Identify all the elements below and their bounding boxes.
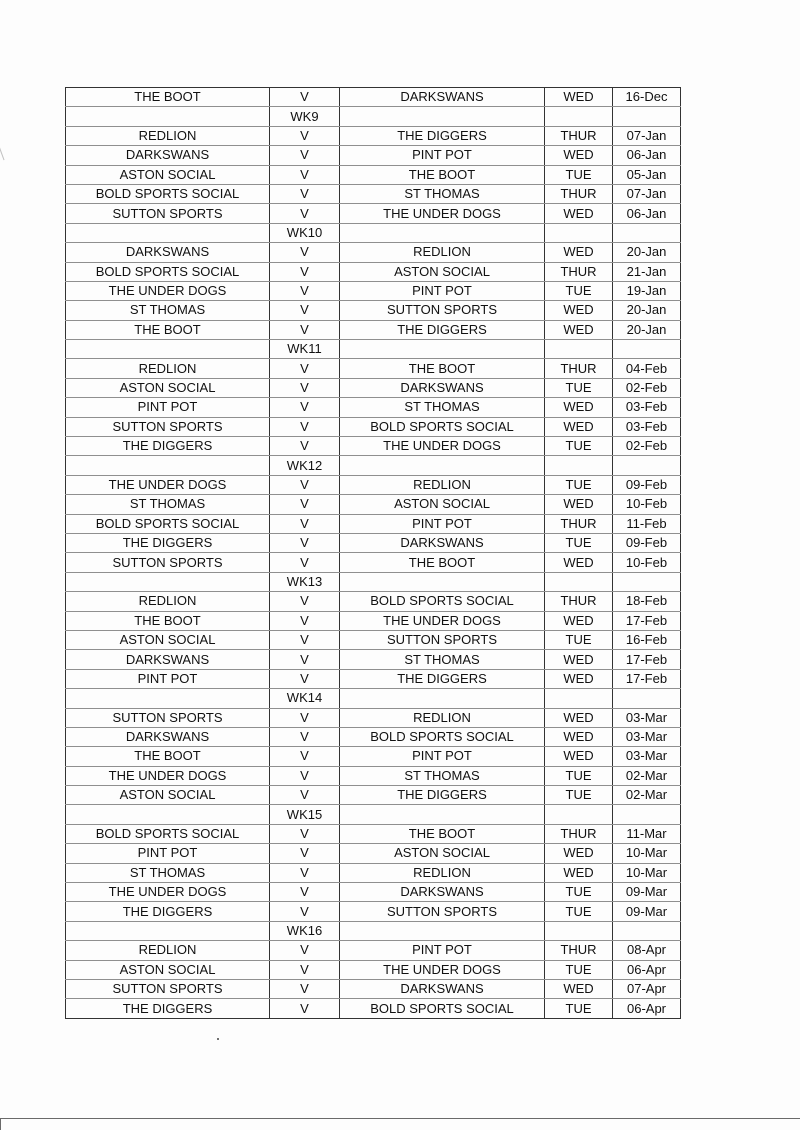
match-date: 03-Mar: [613, 727, 681, 746]
away-team: THE BOOT: [340, 824, 545, 843]
match-day: WED: [545, 863, 613, 882]
away-team: REDLION: [340, 708, 545, 727]
empty-cell: [340, 921, 545, 940]
match-date: 03-Feb: [613, 417, 681, 436]
empty-cell: [545, 223, 613, 242]
home-team: THE DIGGERS: [66, 999, 270, 1018]
away-team: THE DIGGERS: [340, 320, 545, 339]
match-day: THUR: [545, 941, 613, 960]
away-team: PINT POT: [340, 514, 545, 533]
away-team: ST THOMAS: [340, 184, 545, 203]
away-team: ASTON SOCIAL: [340, 262, 545, 281]
away-team: THE DIGGERS: [340, 786, 545, 805]
away-team: THE DIGGERS: [340, 669, 545, 688]
away-team: DARKSWANS: [340, 88, 545, 107]
fixture-row: [66, 359, 681, 378]
match-date: 20-Jan: [613, 301, 681, 320]
fixture-row: [66, 611, 681, 630]
away-team: DARKSWANS: [340, 533, 545, 552]
match-day: THUR: [545, 359, 613, 378]
empty-cell: [545, 340, 613, 359]
scan-mark: [0, 140, 8, 161]
match-date: 09-Mar: [613, 883, 681, 902]
home-team: SUTTON SPORTS: [66, 708, 270, 727]
home-team: THE BOOT: [66, 88, 270, 107]
empty-cell: [613, 456, 681, 475]
match-date: 03-Feb: [613, 398, 681, 417]
home-team: ASTON SOCIAL: [66, 165, 270, 184]
match-date: 20-Jan: [613, 243, 681, 262]
match-date: 03-Mar: [613, 747, 681, 766]
week-header-row: [66, 572, 681, 591]
match-day: WED: [545, 88, 613, 107]
empty-cell: [545, 572, 613, 591]
match-date: 11-Mar: [613, 824, 681, 843]
week-header-row: [66, 921, 681, 940]
home-team: THE UNDER DOGS: [66, 281, 270, 300]
home-team: ASTON SOCIAL: [66, 630, 270, 649]
fixture-row: [66, 495, 681, 514]
week-header-row: [66, 805, 681, 824]
away-team: REDLION: [340, 475, 545, 494]
fixture-row: [66, 650, 681, 669]
versus-label: V: [270, 165, 340, 184]
scan-edge-line: [0, 1118, 800, 1119]
match-date: 17-Feb: [613, 650, 681, 669]
versus-label: V: [270, 902, 340, 921]
fixture-row: [66, 88, 681, 107]
away-team: BOLD SPORTS SOCIAL: [340, 592, 545, 611]
home-team: REDLION: [66, 592, 270, 611]
scan-edge-tick: [0, 1118, 1, 1130]
match-date: 10-Feb: [613, 495, 681, 514]
match-day: TUE: [545, 533, 613, 552]
versus-label: V: [270, 630, 340, 649]
empty-cell: [545, 805, 613, 824]
empty-cell: [66, 107, 270, 126]
home-team: DARKSWANS: [66, 243, 270, 262]
versus-label: V: [270, 747, 340, 766]
away-team: SUTTON SPORTS: [340, 630, 545, 649]
home-team: DARKSWANS: [66, 727, 270, 746]
match-date: 09-Feb: [613, 475, 681, 494]
home-team: BOLD SPORTS SOCIAL: [66, 262, 270, 281]
fixture-row: [66, 146, 681, 165]
versus-label: V: [270, 281, 340, 300]
fixture-row: [66, 301, 681, 320]
match-date: 16-Dec: [613, 88, 681, 107]
fixture-row: [66, 824, 681, 843]
week-header-row: [66, 223, 681, 242]
fixture-row: [66, 126, 681, 145]
versus-label: V: [270, 727, 340, 746]
versus-label: V: [270, 475, 340, 494]
fixture-row: [66, 727, 681, 746]
fixture-row: [66, 902, 681, 921]
home-team: SUTTON SPORTS: [66, 979, 270, 998]
empty-cell: [340, 456, 545, 475]
empty-cell: [66, 456, 270, 475]
match-date: 04-Feb: [613, 359, 681, 378]
versus-label: V: [270, 533, 340, 552]
fixture-row: [66, 999, 681, 1018]
away-team: PINT POT: [340, 146, 545, 165]
fixture-row: [66, 417, 681, 436]
fixture-row: [66, 592, 681, 611]
home-team: DARKSWANS: [66, 146, 270, 165]
fixture-row: [66, 320, 681, 339]
match-day: THUR: [545, 126, 613, 145]
week-label: WK10: [270, 223, 340, 242]
away-team: REDLION: [340, 243, 545, 262]
versus-label: V: [270, 999, 340, 1018]
home-team: THE DIGGERS: [66, 437, 270, 456]
match-day: TUE: [545, 902, 613, 921]
match-date: 06-Jan: [613, 146, 681, 165]
fixture-row: [66, 437, 681, 456]
match-day: WED: [545, 417, 613, 436]
empty-cell: [613, 805, 681, 824]
match-date: 03-Mar: [613, 708, 681, 727]
versus-label: V: [270, 204, 340, 223]
fixture-row: [66, 786, 681, 805]
versus-label: V: [270, 262, 340, 281]
match-date: 16-Feb: [613, 630, 681, 649]
away-team: THE UNDER DOGS: [340, 204, 545, 223]
match-day: WED: [545, 979, 613, 998]
empty-cell: [613, 689, 681, 708]
away-team: THE DIGGERS: [340, 126, 545, 145]
versus-label: V: [270, 184, 340, 203]
away-team: BOLD SPORTS SOCIAL: [340, 999, 545, 1018]
empty-cell: [340, 340, 545, 359]
away-team: DARKSWANS: [340, 378, 545, 397]
empty-cell: [340, 805, 545, 824]
match-day: WED: [545, 747, 613, 766]
match-day: TUE: [545, 165, 613, 184]
home-team: ST THOMAS: [66, 863, 270, 882]
away-team: DARKSWANS: [340, 883, 545, 902]
fixture-row: [66, 979, 681, 998]
match-day: WED: [545, 146, 613, 165]
match-day: WED: [545, 669, 613, 688]
match-day: TUE: [545, 999, 613, 1018]
home-team: REDLION: [66, 941, 270, 960]
versus-label: V: [270, 824, 340, 843]
home-team: THE UNDER DOGS: [66, 475, 270, 494]
home-team: THE UNDER DOGS: [66, 766, 270, 785]
empty-cell: [340, 107, 545, 126]
week-header-row: [66, 456, 681, 475]
match-date: 20-Jan: [613, 320, 681, 339]
versus-label: V: [270, 941, 340, 960]
away-team: REDLION: [340, 863, 545, 882]
empty-cell: [613, 340, 681, 359]
away-team: BOLD SPORTS SOCIAL: [340, 727, 545, 746]
home-team: BOLD SPORTS SOCIAL: [66, 514, 270, 533]
fixture-row: [66, 204, 681, 223]
versus-label: V: [270, 960, 340, 979]
away-team: THE BOOT: [340, 359, 545, 378]
versus-label: V: [270, 146, 340, 165]
match-day: TUE: [545, 630, 613, 649]
empty-cell: [613, 572, 681, 591]
versus-label: V: [270, 320, 340, 339]
fixture-row: [66, 475, 681, 494]
fixture-row: [66, 165, 681, 184]
empty-cell: [545, 921, 613, 940]
match-date: 10-Mar: [613, 863, 681, 882]
fixture-row: [66, 184, 681, 203]
home-team: ASTON SOCIAL: [66, 378, 270, 397]
match-date: 11-Feb: [613, 514, 681, 533]
match-date: 17-Feb: [613, 611, 681, 630]
match-day: TUE: [545, 766, 613, 785]
empty-cell: [340, 572, 545, 591]
match-day: WED: [545, 650, 613, 669]
week-header-row: [66, 340, 681, 359]
away-team: DARKSWANS: [340, 979, 545, 998]
match-date: 06-Apr: [613, 999, 681, 1018]
fixture-row: [66, 766, 681, 785]
match-day: THUR: [545, 184, 613, 203]
away-team: SUTTON SPORTS: [340, 301, 545, 320]
match-day: TUE: [545, 475, 613, 494]
empty-cell: [340, 223, 545, 242]
match-date: 02-Mar: [613, 786, 681, 805]
away-team: ASTON SOCIAL: [340, 844, 545, 863]
fixture-row: [66, 553, 681, 572]
away-team: THE UNDER DOGS: [340, 960, 545, 979]
versus-label: V: [270, 611, 340, 630]
match-date: 10-Feb: [613, 553, 681, 572]
fixture-row: [66, 708, 681, 727]
home-team: DARKSWANS: [66, 650, 270, 669]
versus-label: V: [270, 883, 340, 902]
match-date: 19-Jan: [613, 281, 681, 300]
week-label: WK9: [270, 107, 340, 126]
away-team: THE BOOT: [340, 553, 545, 572]
home-team: THE BOOT: [66, 747, 270, 766]
home-team: THE UNDER DOGS: [66, 883, 270, 902]
versus-label: V: [270, 708, 340, 727]
week-label: WK14: [270, 689, 340, 708]
home-team: REDLION: [66, 359, 270, 378]
away-team: BOLD SPORTS SOCIAL: [340, 417, 545, 436]
match-date: 09-Mar: [613, 902, 681, 921]
away-team: SUTTON SPORTS: [340, 902, 545, 921]
versus-label: V: [270, 650, 340, 669]
home-team: THE BOOT: [66, 320, 270, 339]
home-team: THE DIGGERS: [66, 902, 270, 921]
fixture-table: [65, 87, 681, 1019]
versus-label: V: [270, 592, 340, 611]
fixture-row: [66, 941, 681, 960]
match-day: TUE: [545, 786, 613, 805]
match-date: 06-Apr: [613, 960, 681, 979]
away-team: THE UNDER DOGS: [340, 611, 545, 630]
fixture-row: [66, 243, 681, 262]
empty-cell: [613, 107, 681, 126]
home-team: ASTON SOCIAL: [66, 960, 270, 979]
match-date: 02-Feb: [613, 378, 681, 397]
fixture-row: [66, 630, 681, 649]
versus-label: V: [270, 437, 340, 456]
home-team: BOLD SPORTS SOCIAL: [66, 824, 270, 843]
versus-label: V: [270, 495, 340, 514]
versus-label: V: [270, 417, 340, 436]
home-team: BOLD SPORTS SOCIAL: [66, 184, 270, 203]
versus-label: V: [270, 514, 340, 533]
fixture-row: [66, 398, 681, 417]
empty-cell: [66, 689, 270, 708]
match-day: TUE: [545, 281, 613, 300]
match-date: 06-Jan: [613, 204, 681, 223]
match-day: THUR: [545, 592, 613, 611]
match-date: 05-Jan: [613, 165, 681, 184]
match-date: 08-Apr: [613, 941, 681, 960]
away-team: ST THOMAS: [340, 650, 545, 669]
fixture-row: [66, 863, 681, 882]
match-day: THUR: [545, 262, 613, 281]
match-date: 21-Jan: [613, 262, 681, 281]
week-label: WK12: [270, 456, 340, 475]
match-day: WED: [545, 495, 613, 514]
scan-dot: [217, 1038, 219, 1040]
empty-cell: [545, 456, 613, 475]
match-day: TUE: [545, 960, 613, 979]
match-date: 02-Mar: [613, 766, 681, 785]
empty-cell: [66, 340, 270, 359]
versus-label: V: [270, 863, 340, 882]
empty-cell: [545, 689, 613, 708]
match-date: 18-Feb: [613, 592, 681, 611]
empty-cell: [66, 223, 270, 242]
match-day: THUR: [545, 824, 613, 843]
versus-label: V: [270, 844, 340, 863]
home-team: PINT POT: [66, 844, 270, 863]
empty-cell: [545, 107, 613, 126]
match-day: WED: [545, 553, 613, 572]
match-day: WED: [545, 611, 613, 630]
home-team: PINT POT: [66, 398, 270, 417]
home-team: ASTON SOCIAL: [66, 786, 270, 805]
match-day: WED: [545, 204, 613, 223]
fixture-row: [66, 262, 681, 281]
empty-cell: [66, 921, 270, 940]
match-day: WED: [545, 727, 613, 746]
home-team: THE DIGGERS: [66, 533, 270, 552]
versus-label: V: [270, 243, 340, 262]
week-header-row: [66, 107, 681, 126]
match-day: WED: [545, 301, 613, 320]
fixture-row: [66, 844, 681, 863]
match-day: WED: [545, 844, 613, 863]
fixture-row: [66, 883, 681, 902]
fixture-row: [66, 281, 681, 300]
match-day: TUE: [545, 437, 613, 456]
home-team: SUTTON SPORTS: [66, 553, 270, 572]
week-label: WK13: [270, 572, 340, 591]
week-header-row: [66, 689, 681, 708]
match-date: 10-Mar: [613, 844, 681, 863]
home-team: THE BOOT: [66, 611, 270, 630]
versus-label: V: [270, 669, 340, 688]
versus-label: V: [270, 126, 340, 145]
match-day: TUE: [545, 378, 613, 397]
match-day: WED: [545, 320, 613, 339]
fixture-row: [66, 533, 681, 552]
versus-label: V: [270, 766, 340, 785]
empty-cell: [340, 689, 545, 708]
versus-label: V: [270, 359, 340, 378]
fixture-row: [66, 378, 681, 397]
versus-label: V: [270, 979, 340, 998]
versus-label: V: [270, 88, 340, 107]
away-team: THE BOOT: [340, 165, 545, 184]
fixture-row: [66, 747, 681, 766]
match-date: 07-Jan: [613, 126, 681, 145]
home-team: PINT POT: [66, 669, 270, 688]
match-day: TUE: [545, 883, 613, 902]
week-label: WK15: [270, 805, 340, 824]
away-team: ST THOMAS: [340, 398, 545, 417]
fixture-row: [66, 514, 681, 533]
empty-cell: [613, 223, 681, 242]
match-day: THUR: [545, 514, 613, 533]
match-date: 17-Feb: [613, 669, 681, 688]
fixture-row: [66, 669, 681, 688]
match-date: 09-Feb: [613, 533, 681, 552]
versus-label: V: [270, 786, 340, 805]
match-date: 02-Feb: [613, 437, 681, 456]
versus-label: V: [270, 553, 340, 572]
away-team: PINT POT: [340, 747, 545, 766]
home-team: SUTTON SPORTS: [66, 204, 270, 223]
versus-label: V: [270, 398, 340, 417]
empty-cell: [66, 572, 270, 591]
home-team: SUTTON SPORTS: [66, 417, 270, 436]
fixture-row: [66, 960, 681, 979]
match-day: WED: [545, 708, 613, 727]
empty-cell: [66, 805, 270, 824]
away-team: ST THOMAS: [340, 766, 545, 785]
away-team: PINT POT: [340, 281, 545, 300]
week-label: WK16: [270, 921, 340, 940]
versus-label: V: [270, 378, 340, 397]
away-team: PINT POT: [340, 941, 545, 960]
home-team: ST THOMAS: [66, 301, 270, 320]
home-team: ST THOMAS: [66, 495, 270, 514]
match-day: WED: [545, 398, 613, 417]
away-team: THE UNDER DOGS: [340, 437, 545, 456]
match-date: 07-Apr: [613, 979, 681, 998]
match-day: WED: [545, 243, 613, 262]
match-date: 07-Jan: [613, 184, 681, 203]
home-team: REDLION: [66, 126, 270, 145]
week-label: WK11: [270, 340, 340, 359]
versus-label: V: [270, 301, 340, 320]
away-team: ASTON SOCIAL: [340, 495, 545, 514]
empty-cell: [613, 921, 681, 940]
fixture-table-body: [66, 88, 681, 1019]
